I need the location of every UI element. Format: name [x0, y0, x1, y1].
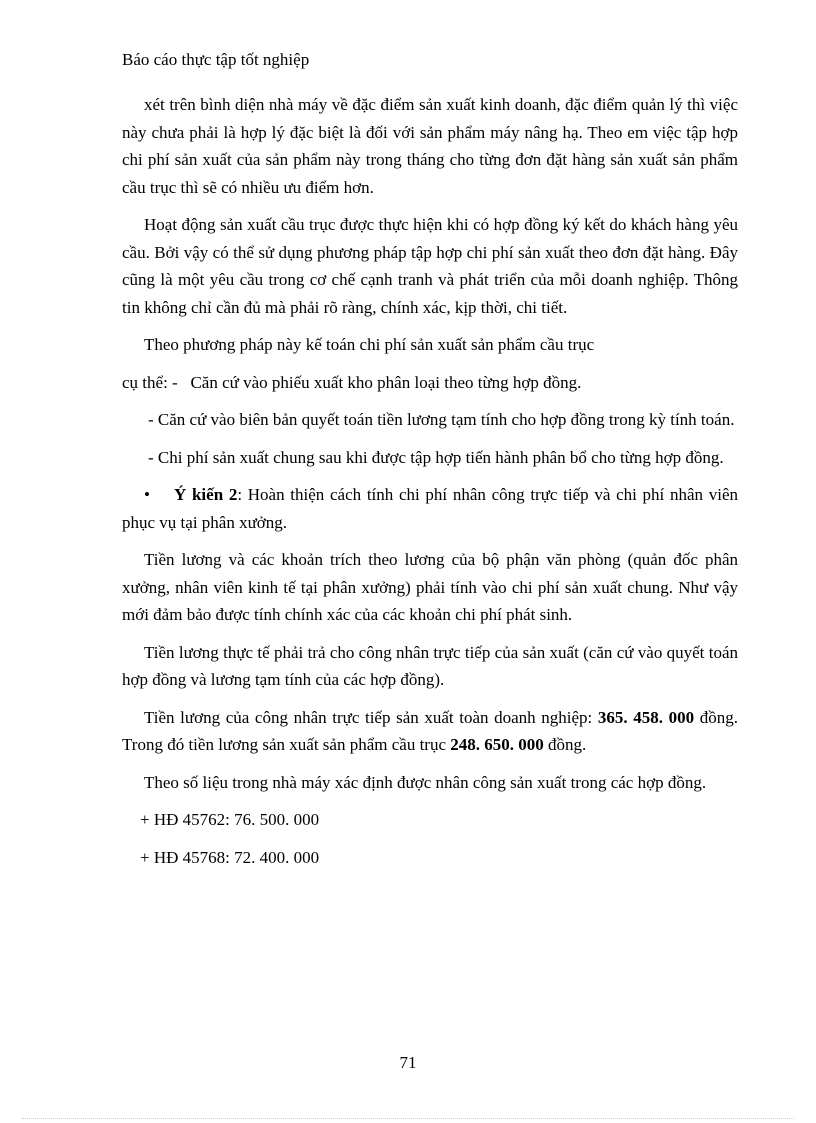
- paragraph-2: Hoạt động sản xuất cầu trục được thực hiện khi có hợp đồng ký kết do khách hàng yêu cầu. Bởi vậy có thể sử dụng phương pháp tập hợp chi phí sản xuất theo đơn đặt hàng. Đây cũng là một yêu cầu trong cơ chế cạnh tranh và phát triển của mỗi doanh nghiệp. Thông tin không chỉ cần đủ mà phải rõ ràng, chính xác, kịp thời, chi tiết.: [122, 215, 738, 317]
- paragraph-7-text: : Hoàn thiện cách tính chi phí nhân công trực tiếp và chi phí nhân viên phục vụ tại phân xưởng.: [122, 485, 738, 532]
- paragraph-4-text: Căn cứ vào phiếu xuất kho phân loại theo từng hợp đồng.: [190, 372, 582, 392]
- contract-item-1: + HĐ 45762: 76. 500. 000: [140, 810, 320, 829]
- paragraph-8: Tiền lương và các khoản trích theo lương của bộ phận văn phòng (quản đốc phân xưởng, nhân viên kinh tế tại phân xưởng) phải tính vào chi phí sản xuất chung. Như vậy mới đảm bảo được tính chính xác của các khoản chi phí phát sinh.: [122, 550, 738, 624]
- total-wage-value: 365. 458. 000: [597, 707, 695, 727]
- paragraph-11: Theo số liệu trong nhà máy xác định được nhân công sản xuất trong các hợp đồng.: [144, 772, 707, 792]
- paragraph-10-text-a: Tiền lương của công nhân trực tiếp sản xuất toàn doanh nghiệp:: [144, 707, 598, 727]
- bottom-divider: [22, 1118, 794, 1119]
- paragraph-4: [122, 369, 738, 397]
- paragraph-10-text-e: đồng.: [543, 735, 587, 754]
- running-header: Báo cáo thực tập tốt nghiệp: [122, 50, 310, 69]
- paragraph-7: [122, 481, 738, 536]
- paragraph-5: - Căn cứ vào biên bản quyết toán tiền lương tạm tính cho hợp đồng trong kỳ tính toán.: [148, 410, 735, 429]
- body-text: [122, 91, 738, 881]
- paragraph-9: Tiền lương thực tế phải trả cho công nhân trực tiếp của sản xuất (căn cứ vào quyết toán hợp đồng và lương tạm tính của các hợp đồng).: [122, 642, 738, 689]
- paragraph-4-prefix: cụ thể: -: [122, 372, 178, 392]
- paragraph-3: Theo phương pháp này kế toán chi phí sản xuất sản phẩm cầu trục: [144, 335, 595, 354]
- paragraph-6: - Chi phí sản xuất chung sau khi được tập hợp tiến hành phân bổ cho từng hợp đồng.: [148, 447, 724, 467]
- contract-item-2: + HĐ 45768: 72. 400. 000: [140, 847, 320, 867]
- paragraph-1: xét trên bình diện nhà máy về đặc điểm sản xuất kinh doanh, đặc điểm quản lý thì việc này chưa phải là hợp lý đặc biệt là đối với sản phẩm máy nâng hạ. Theo em việc tập hợp chi phí sản xuất của sản phẩm này trong tháng cho từng đơn đặt hàng sản xuất sản phẩm cầu trục thì sẽ có nhiều ưu điểm hơn.: [122, 95, 738, 197]
- bullet-icon: •: [144, 485, 150, 504]
- paragraph-10: [122, 704, 738, 759]
- page-number: 71: [399, 1053, 417, 1072]
- opinion-heading: Ý kiến 2: [174, 485, 238, 504]
- paragraph-10-text-c: đồng. Trong đó tiền lương sản xuất sản phẩm cầu trục: [122, 707, 739, 754]
- crane-wage-value: 248. 650. 000: [450, 735, 544, 754]
